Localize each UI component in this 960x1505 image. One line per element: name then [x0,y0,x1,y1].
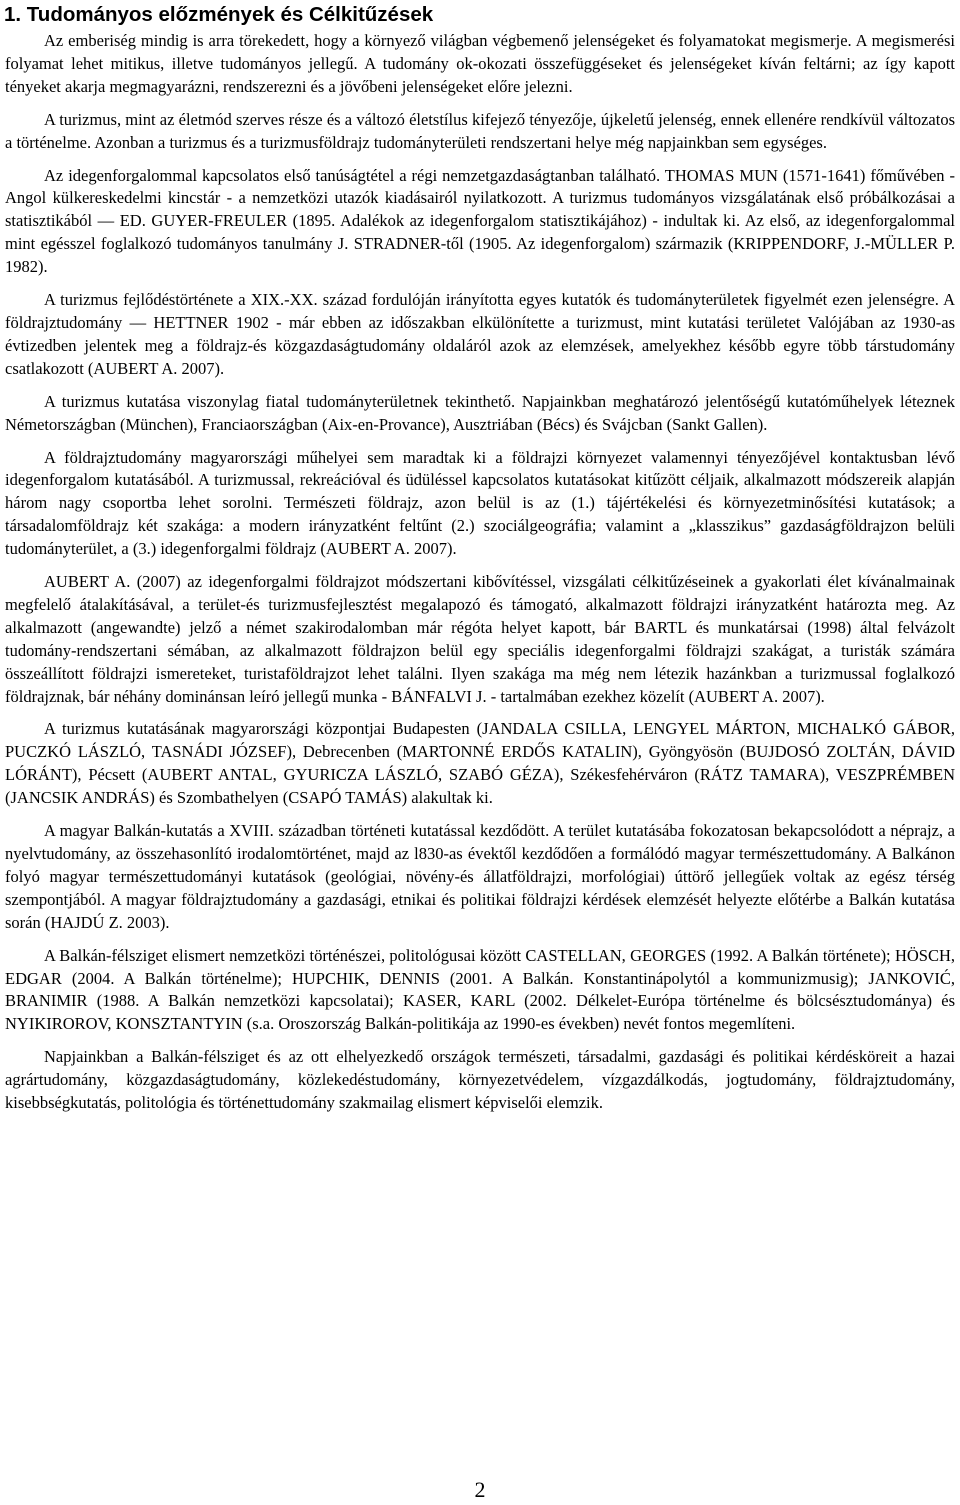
paragraph-balkan-today: Napjainkban a Balkán-félsziget és az ott elhelyezkedő országok természeti, társadalmi, gazdasági és politikai kérdésköreit a hazai agrártudomány, közgazdaságtudomány, közlekedéstudomány, környezetvédelem, vízgazdálkodás, jogtudomány, földrajztudomány, kisebbségkutatás, politológia és történettudomány szakmailag elismert képviselői elemzik. [5,1047,955,1113]
section-heading: 1. Tudományos előzmények és Célkitűzések [4,3,434,26]
paragraph-first-testimony: Az idegenforgalommal kapcsolatos első tanúságtétel a régi nemzetgazdaságtanban található. THOMAS MUN (1571-1641) főművében - Angol külkereskedelmi kincstár - a nemzetközi utazók kiadásairól nyilatkozott. A turizmus tudományos vizsgálatának első próbálkozásai a statisztikából — ED. GUYER-FREULER (1895. Adalékok az idegenforgalom statisztikájához) - indultak ki. Az első, az idegenforgalommal mint egésszel foglalkozó tudományos tanulmány J. STRADNER-től (1905. Az idegenforgalom) származik (KRIPPENDORF, J.-MÜLLER P. 1982). [5,165,955,277]
paragraph-research-centers: A turizmus kutatása viszonylag fiatal tudományterületnek tekinthető. Napjainkban meghatározó jelentőségű kutatóműhelyek léteznek Németországban (München), Franciaországban (Aix-en-Provance), Ausztriában (Bécs) és Svájcban (Sankt Gallen). [5,391,955,434]
paragraph-balkan-historians: A Balkán-félsziget elismert nemzetközi történészei, politológusai között CASTELLAN, GEORGES (1992. A Balkán története); HÖSCH, EDGAR (2004. A Balkán történelme); HUPCHIK, DENNIS (2001. A Balkán. Konstantinápolytól a kommunizmusig); JANKOVIĆ, BRANIMIR (1988. A Balkán nemzetközi kapcsolatai); KASER, KARL (2002. Délkelet-Európa történelme és bölcsésztudománya) és NYIKIROROV, KONSZTANTYIN (s.a. Oroszország Balkán-politikája az 1990-es években) nevét fontos megemlíteni. [5,945,955,1034]
paragraph-intro: Az emberiség mindig is arra törekedett, hogy a környező világban végbemenő jelenségeket és folyamatokat megismerje. A megismerési folyamat lehet mitikus, illetve tudományos jellegű. A tudomány ok-okozati összefüggéseket és jelenségeket kíván feltárni; az így kapott tényeket akarja megmagyarázni, rendszerezni és a jövőbeni jelenségeket előre jelezni. [5,31,955,96]
body-text [5,30,955,1125]
paragraph-tourism-lifestyle: A turizmus, mint az életmód szerves része és a változó életstílus kifejező tényezője, újkeletű jelenség, ennek ellenére rendkívül változatos a történelme. Azonban a turizmus és a turizmusföldrajz tudományterületi rendszertani helye még napjainkban sem egységes. [5,109,955,152]
paragraph-balkan-research: A magyar Balkán-kutatás a XVIII. században történeti kutatással kezdődött. A terület kutatásába fokozatosan bekapcsolódott a néprajz, a nyelvtudomány, az összehasonlító irodalomtörténet, majd az l830-as évektől kezdődően a formálódó magyar természettudomány. A Balkánon folyó magyar természettudományi kutatások (geológiai, növény-és állatföldrajzi, morfológiai) úttörő jellegűek voltak az egész térség szempontjából. A magyar földrajztudomány a gazdasági, etnikai és politikai földrajzi kérdések elemzését helyezte előtérbe a Balkán kutatása során (HAJDÚ Z. 2003). [5,821,955,932]
paragraph-history: A turizmus fejlődéstörténete a XIX.-XX. század fordulóján irányította egyes kutatók és tudományterületek figyelmét ezen jelenségre. A földrajztudomány — HETTNER 1902 - már ebben az időszakban elkülönítette a turizmust, mint kutatási területet Valójában az 1930-as évtizedben jelentek meg a földrajz-és közgazdaságtudomány oldaláról azok az elemzések, amelyekhez később egyre több társtudomány csatlakozott (AUBERT A. 2007). [5,290,955,378]
page-number: 2 [474,1477,486,1502]
paragraph-hungarian-geography: A földrajztudomány magyarországi műhelyei sem maradtak ki a földrajzi környezet valamennyi tényezőjével kontaktusban lévő idegenforgalom kutatásából. A turizmussal, rekreációval és üdüléssel kapcsolatos kutatásokat kitűzött céljaik, alkalmazott módszereik alapján három nagy csoportba lehet sorolni. Természeti földrajz, azon belül is az (1.) tájértékelési és környezetminősítési kutatások; a társadalomföldrajz két szakága: a modern irányzatként feltűnt (2.) szociálgeográfia; valamint a „klasszikus” gazdaságföldrajzon belüli tudományterület, a (3.) idegenforgalmi földrajz (AUBERT A. 2007). [5,447,955,559]
paragraph-aubert: AUBERT A. (2007) az idegenforgalmi földrajzot módszertani kibővítéssel, vizsgálati célkitűzéseinek a gyakorlati élet kívánalmainak megfelelő átalakításával, a terület-és turizmusfejlesztést megalapozó és támogató, alkalmazott földrajzi irányzatként határozta meg. Az alkalmazott (angewandte) jelző a német szakirodalomban már régóta helyet kapott, bár BARTL és munkatársai (1998) által felvázolt tudomány-rendszertani sémában, az alkalmazott földrajzon belül egy speciális idegenforgalmi földrajzi szakágat, a turisták számára összeállított földrajzi ismereteket, turistaföldrajzot lehet találni. Ilyen szakága ma még nem létezik hazánkban a turizmussal foglalkozó földrajznak, bár néhány dominánsan leíró jellegű munka - BÁNFALVI J. - tartalmában ezekhez közelít (AUBERT A. 2007). [5,572,955,706]
paragraph-hungarian-centers: A turizmus kutatásának magyarországi központjai Budapesten (JANDALA CSILLA, LENGYEL MÁRTON, MICHALKÓ GÁBOR, PUCZKÓ LÁSZLÓ, TASNÁDI JÓZSEF), Debrecenben (MARTONNÉ ERDŐS KATALIN), Gyöngyösön (BUJDOSÓ ZOLTÁN, DÁVID LÓRÁNT), Pécsett (AUBERT ANTAL, GYURICZA LÁSZLÓ, SZABÓ GÉZA), Székesfehérváron (RÁTZ TAMARA), VESZPRÉMBEN (JANCSIK ANDRÁS) és Szombathelyen (CSAPÓ TAMÁS) alakultak ki. [5,719,955,808]
